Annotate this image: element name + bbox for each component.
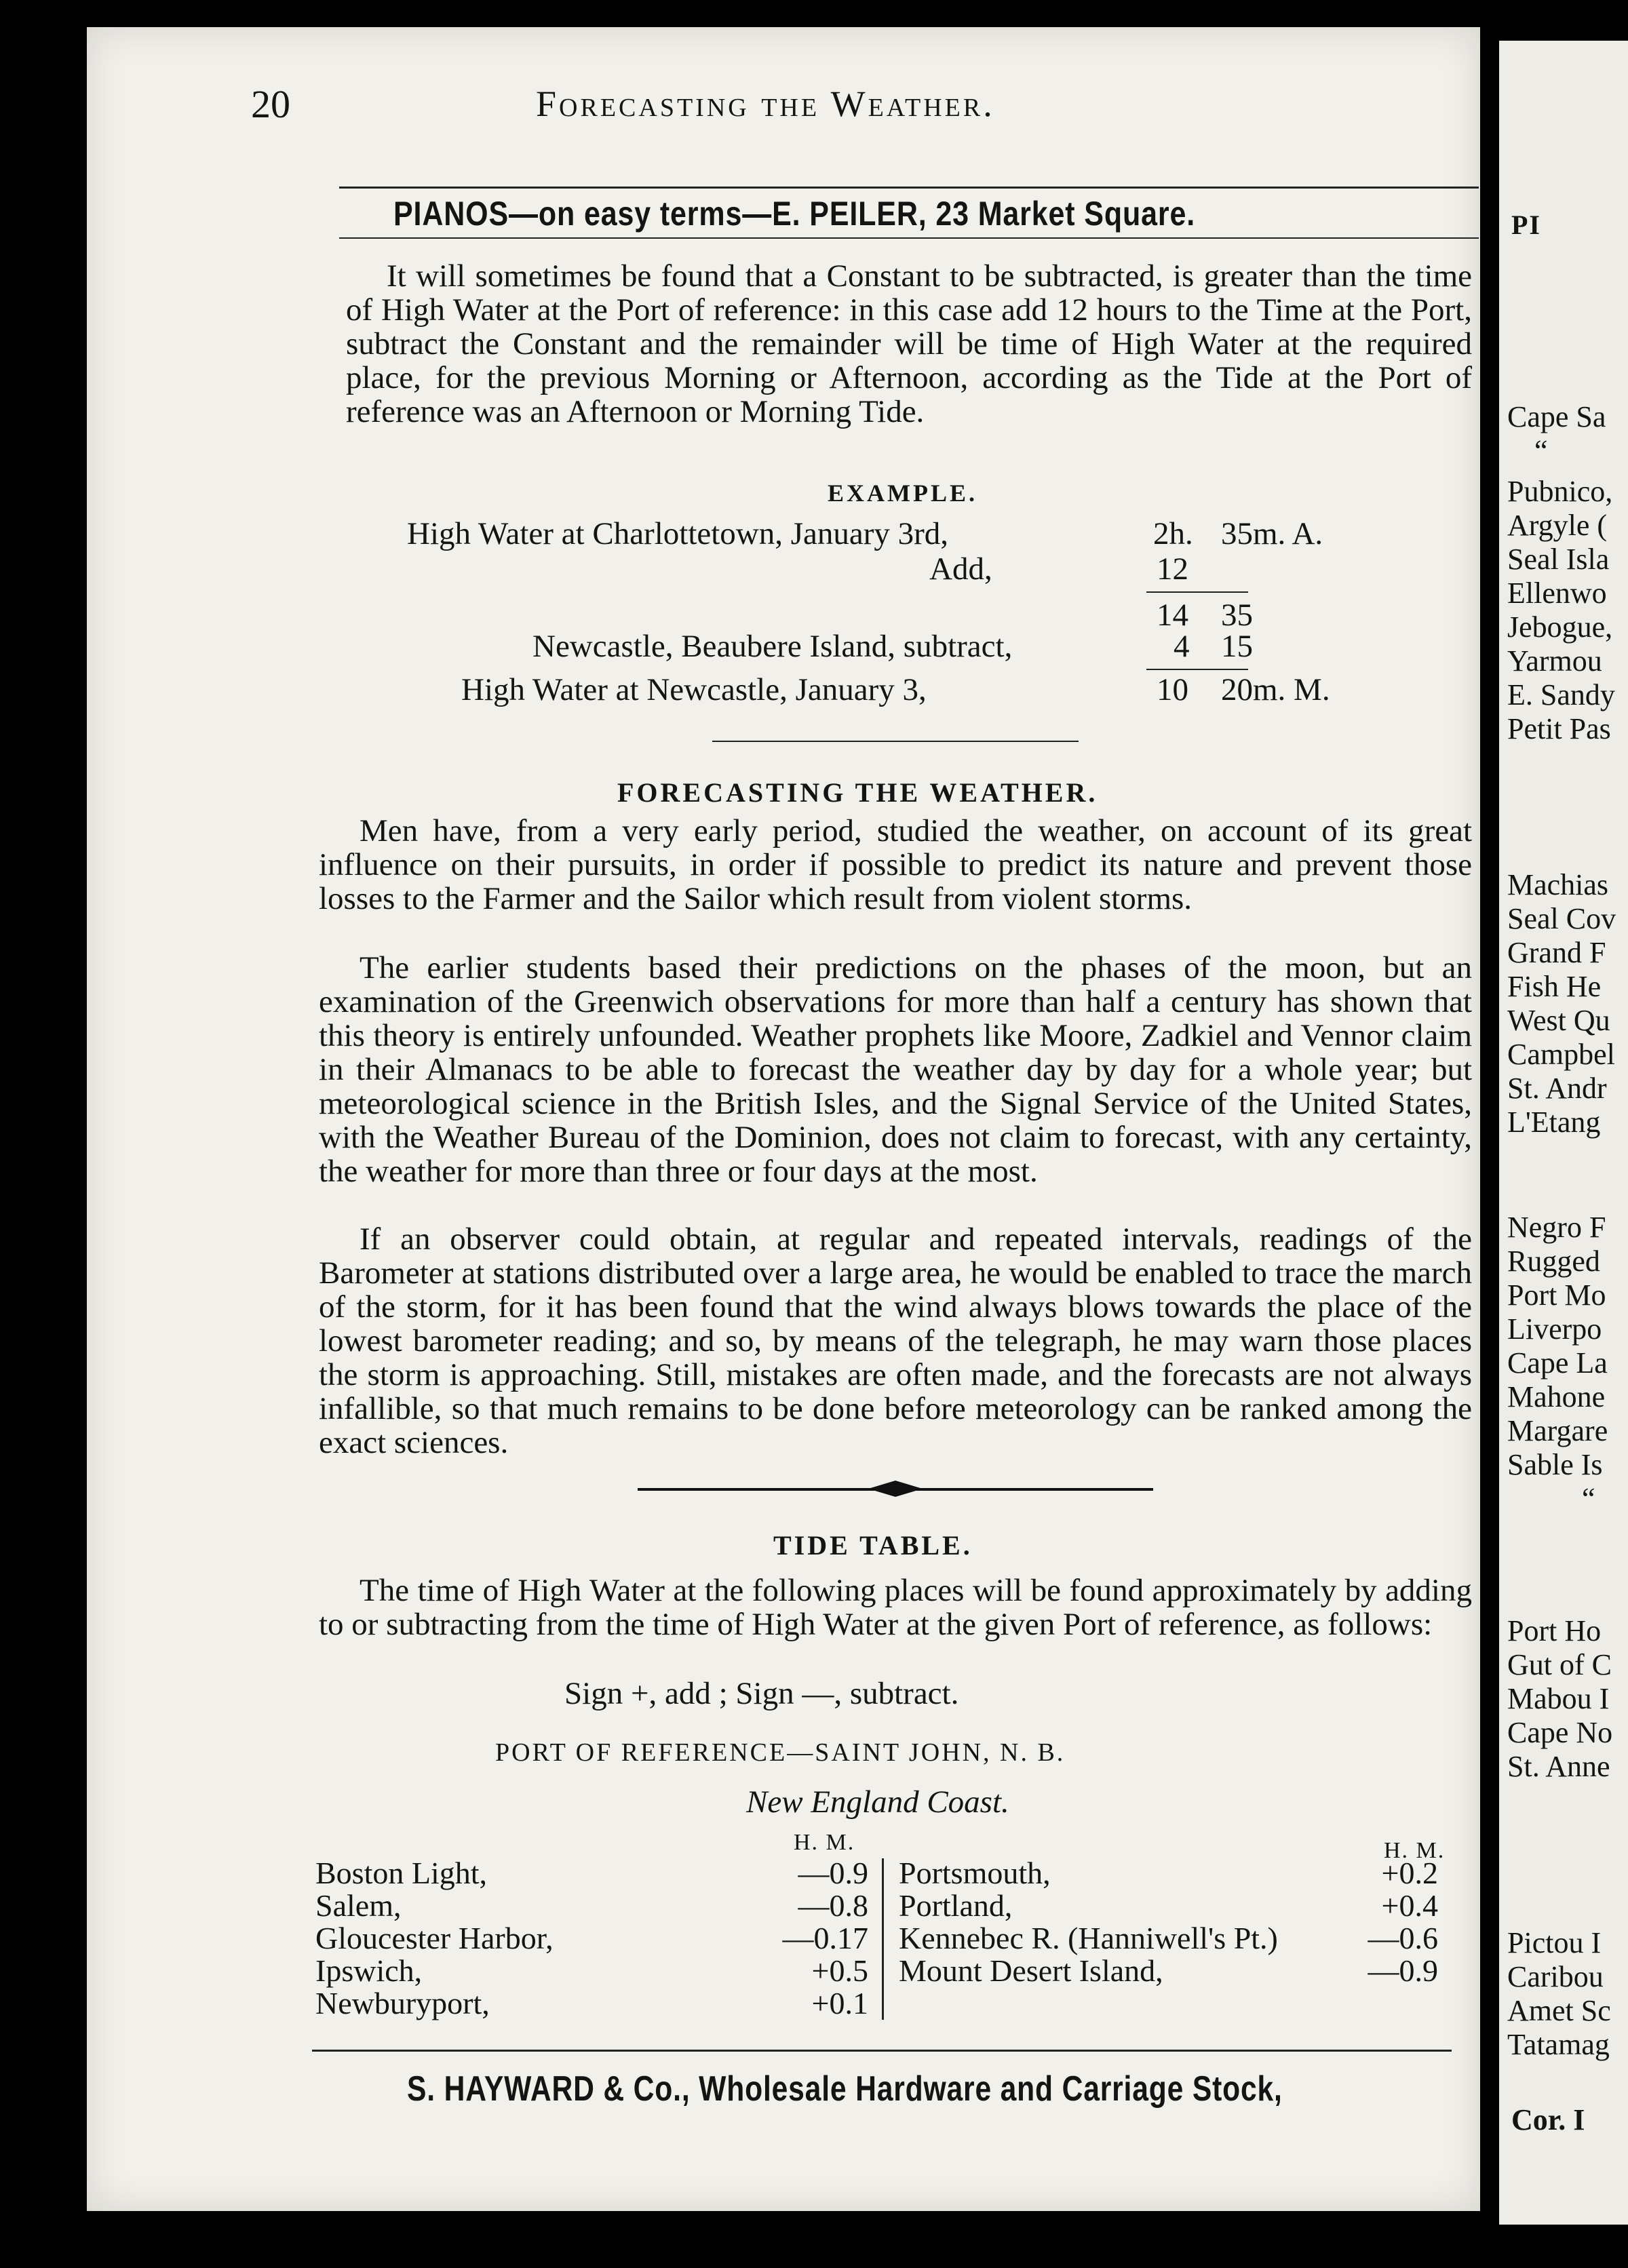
tide-place: Boston Light, <box>315 1856 488 1890</box>
tide-value: +0.2 <box>1381 1856 1438 1890</box>
example-label: Add, <box>929 551 992 587</box>
example-minutes: 35 <box>1221 598 1253 633</box>
example-heading: EXAMPLE. <box>828 480 977 507</box>
facing-page-line: Mahone <box>1507 1380 1606 1413</box>
example-label: High Water at Newcastle, January 3, <box>461 672 927 707</box>
ad-rule <box>339 237 1479 239</box>
example-hours: 12 <box>1157 551 1188 587</box>
facing-page-group <box>1507 1211 1608 1516</box>
facing-page-line: “ <box>1582 1482 1595 1515</box>
port-of-reference: PORT OF REFERENCE—SAINT JOHN, N. B. <box>495 1738 1066 1767</box>
facing-page-line: St. Anne <box>1507 1750 1610 1783</box>
tide-value: +0.5 <box>811 1953 868 1988</box>
facing-page-line: Petit Pas <box>1507 712 1611 745</box>
tide-left-values <box>760 1857 868 2020</box>
example-minutes: 20m. M. <box>1221 672 1330 707</box>
example-hours: 14 <box>1157 598 1188 633</box>
footer-rule <box>312 2050 1452 2052</box>
forecasting-paragraph: If an observer could obtain, at regular and repeated intervals, readings of the Barometer at stations distributed over a large area, he would be enabled to trace the march of the storm, for it has been found that the wind always blows towards the place of the lowest barometer reading; and so, by means of the telegraph, he may warn those places the storm is approaching. Still, mistakes are often made, and the forecasts are not always infallible, so that much remains to be done before meteorology can be ranked among the exact sciences. <box>319 1221 1472 1460</box>
facing-page-line: Campbel <box>1507 1038 1615 1071</box>
facing-page-line: Amet Sc <box>1507 1994 1611 2027</box>
column-label-left: H. M. <box>794 1830 855 1855</box>
facing-page-line: Pubnico, <box>1507 475 1613 508</box>
sum-rule <box>1146 591 1248 593</box>
facing-page-line: Liverpo <box>1507 1312 1602 1346</box>
facing-page-line: St. Andr <box>1507 1072 1607 1105</box>
facing-page-line: Jebogue, <box>1507 610 1613 644</box>
tide-value: —0.6 <box>1368 1921 1438 1955</box>
facing-page-line: L'Etang <box>1507 1106 1601 1139</box>
region-heading: New England Coast. <box>746 1784 1009 1820</box>
section-ornament <box>638 1479 1153 1499</box>
tide-place: Mount Desert Island, <box>899 1953 1163 1988</box>
facing-page-line: Negro F <box>1507 1211 1606 1244</box>
advertisement-top: PIANOS—on easy terms—E. PEILER, 23 Market Square. <box>393 195 1196 233</box>
facing-page-line: Port Mo <box>1507 1278 1606 1312</box>
column-label-right: H. M. <box>1384 1838 1446 1863</box>
tide-place: Newburyport, <box>315 1986 490 2020</box>
facing-page-head: PI <box>1511 210 1541 240</box>
tide-value: —0.8 <box>798 1888 868 1923</box>
facing-page-line: Pictou I <box>1507 1926 1602 1959</box>
example-row <box>407 515 948 552</box>
facing-page-group <box>1507 1614 1612 1784</box>
page-number: 20 <box>251 82 290 126</box>
example-hours: 10 <box>1157 672 1188 707</box>
facing-page-group <box>1507 475 1615 746</box>
example-label: High Water at Charlottetown, January 3rd, <box>407 516 949 551</box>
tide-place: Ipswich, <box>315 1953 423 1988</box>
tide-right-places <box>899 1857 1278 1987</box>
tide-value: +0.1 <box>811 1986 868 2020</box>
tide-left-places <box>315 1857 554 2020</box>
tide-value: —0.17 <box>782 1921 868 1955</box>
running-title: Forecasting the Weather. <box>536 83 995 124</box>
facing-page-line: West Qu <box>1507 1004 1610 1037</box>
tide-right-values <box>1350 1857 1438 1987</box>
facing-page-line: Ellenwo <box>1507 576 1607 610</box>
example-hours: 2h. <box>1153 516 1193 551</box>
facing-page-line: Mabou I <box>1507 1682 1610 1715</box>
difference-rule <box>1146 669 1248 670</box>
facing-page-group <box>1507 868 1616 1139</box>
facing-page-line: Grand F <box>1507 936 1606 969</box>
tide-place: Kennebec R. (Hanniwell's Pt.) <box>899 1921 1278 1955</box>
facing-page-line: Cape La <box>1507 1346 1608 1380</box>
example-label: Newcastle, Beaubere Island, subtract, <box>532 629 1013 664</box>
tide-value: —0.9 <box>798 1856 868 1890</box>
facing-page-line: Caribou <box>1507 1960 1604 1993</box>
facing-page-foot: Cor. I <box>1511 2103 1585 2136</box>
sign-legend: Sign +, add ; Sign —, subtract. <box>564 1676 959 1711</box>
facing-page-group <box>1507 1926 1611 2062</box>
example-minutes: 15 <box>1221 629 1253 664</box>
facing-page-line: Port Ho <box>1507 1614 1602 1647</box>
facing-page-line: Cape Sa <box>1507 400 1606 433</box>
section-rule <box>712 741 1079 742</box>
tide-place: Salem, <box>315 1888 402 1923</box>
forecasting-paragraph: The earlier students based their predictions on the phases of the moon, but an examination of the Greenwich observations for more than half a century has shown that this theory is entirely unfounded. Weather prophets like Moore, Zadkiel and Vennor claim in their Almanacs to be able to forecast the weather day by day for a whole year; but meteorological science in the British Isles, and the Signal Service of the United States, with the Weather Bureau of the Dominion, does not claim to forecast, with any certainty, the weather for more than three or four days at the most. <box>319 950 1472 1189</box>
facing-page <box>1499 41 1628 2225</box>
facing-page-line: Sable Is <box>1507 1448 1603 1481</box>
facing-page-line: E. Sandy <box>1507 678 1615 711</box>
facing-page-line: “ <box>1534 434 1548 467</box>
facing-page-line: Cape No <box>1507 1716 1613 1749</box>
tide-table-intro: The time of High Water at the following places will be found approximately by adding to or subtracting from the time of High Water at the given Port of reference, as follows: <box>319 1573 1472 1642</box>
tide-place: Portsmouth, <box>899 1856 1051 1890</box>
facing-page-line: Gut of C <box>1507 1648 1612 1681</box>
facing-page-line: Rugged <box>1507 1245 1600 1278</box>
facing-page-line: Margare <box>1507 1414 1608 1447</box>
tide-value: —0.9 <box>1368 1953 1438 1988</box>
facing-page-line: Argyle ( <box>1507 509 1608 542</box>
advertisement-bottom: S. HAYWARD & Co., Wholesale Hardware and Carriage Stock, <box>407 2069 1283 2109</box>
facing-page-line: Fish He <box>1507 970 1602 1003</box>
forecasting-paragraph: Men have, from a very early period, studied the weather, on account of its great influence on their pursuits, in order if possible to predict its nature and prevent those losses to the Farmer and the Sailor which result from violent storms. <box>319 813 1472 916</box>
header-rule <box>339 187 1479 189</box>
example-minutes: 35m. A. <box>1221 516 1323 551</box>
tide-place: Gloucester Harbor, <box>315 1921 554 1955</box>
tide-column-divider <box>882 1858 884 2020</box>
example-hours: 4 <box>1174 629 1190 664</box>
facing-page-line: Yarmou <box>1507 644 1602 678</box>
facing-page-line: Seal Isla <box>1507 543 1610 576</box>
facing-page-line: Machias <box>1507 868 1609 901</box>
tide-place: Portland, <box>899 1888 1013 1923</box>
facing-page-line: Seal Cov <box>1507 902 1616 935</box>
forecasting-heading: FORECASTING THE WEATHER. <box>617 777 1098 808</box>
facing-page-line: Tatamag <box>1507 2028 1610 2061</box>
constant-note: It will sometimes be found that a Constant to be subtracted, is greater than the time of High Water at the Port of reference: in this case add 12 hours to the Time at the Port, subtract the Constant and the remainder will be time of High Water at the required place, for the previous Morning or Afternoon, according as the Tide at the Port of reference was an Afternoon or Morning Tide. <box>346 258 1472 429</box>
tide-table-heading: TIDE TABLE. <box>773 1530 973 1561</box>
tide-value: +0.4 <box>1381 1888 1438 1923</box>
facing-page-group <box>1507 400 1606 468</box>
